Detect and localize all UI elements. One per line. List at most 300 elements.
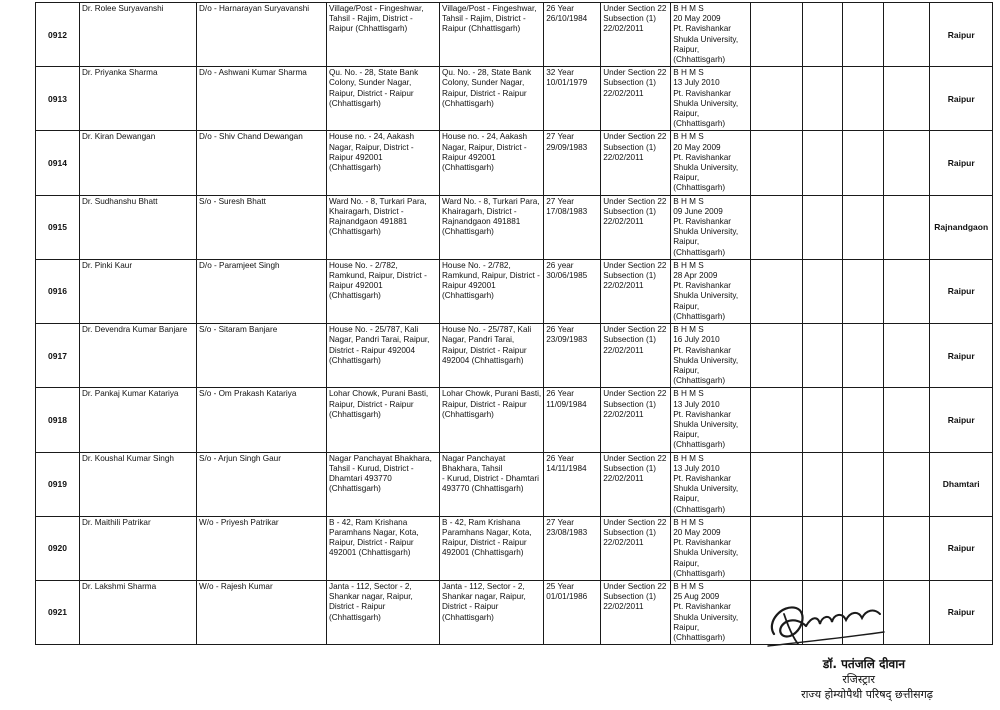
section-cell [601, 67, 671, 131]
age-dob-cell [544, 195, 601, 259]
age: 26 Year [546, 453, 574, 463]
reg-no-cell: 0921 [36, 580, 80, 644]
blank-cell [843, 259, 884, 323]
district-cell: Raipur [930, 3, 993, 67]
blank-cell [843, 67, 884, 131]
district-cell: Raipur [930, 324, 993, 388]
age: 26 Year [546, 389, 574, 399]
permanent-address-line: B - 42, Ram Krishana [329, 517, 408, 527]
blank-cell [843, 516, 884, 580]
registration-section-line: Subsection (1) [603, 78, 657, 88]
doctor-name: Dr. Sudhanshu Bhatt [82, 196, 158, 206]
qualification-cell [671, 516, 751, 580]
permanent-address-line: Paramhans Nagar, Kota, [329, 527, 419, 537]
present-address-line: - Kurud, District - Dhamtari [442, 473, 539, 483]
qualification-line: Pt. Ravishankar [673, 473, 732, 483]
blank-cell [751, 388, 803, 452]
blank-cell [751, 195, 803, 259]
qualification-line: Pt. Ravishankar [673, 88, 732, 98]
registration-section-line: Under Section 22 [603, 453, 667, 463]
qualification-line: B H M S [673, 4, 704, 13]
district-cell: Raipur [930, 580, 993, 644]
relation: S/o - Suresh Bhatt [199, 196, 266, 206]
qualification-line: B H M S [673, 260, 704, 270]
registration-section-line: Subsection (1) [603, 271, 657, 281]
relation-cell [197, 131, 327, 195]
qualification-line: Pt. Ravishankar [673, 409, 732, 419]
date-of-birth: 23/08/1983 [546, 527, 588, 537]
permanent-address-line: Dhamtari 493770 [329, 473, 392, 483]
registration-section-line: 22/02/2011 [603, 217, 644, 227]
qualification-line: 13 July 2010 [673, 78, 720, 88]
qualification-line: 20 May 2009 [673, 142, 721, 152]
table-row [36, 259, 993, 323]
register-sheet [35, 2, 993, 645]
qualification-line: 20 May 2009 [673, 14, 721, 24]
reg-no-cell: 0920 [36, 516, 80, 580]
present-address-line: (Chhattisgarh) [442, 227, 494, 237]
relation-cell [197, 67, 327, 131]
permanent-address-cell [327, 67, 440, 131]
permanent-address-line: Ward No. - 8, Turkari Para, [329, 196, 427, 206]
blank-cell [803, 324, 843, 388]
qualification-line: B H M S [673, 517, 704, 527]
qualification-line: B H M S [673, 389, 704, 399]
registration-section-line: 22/02/2011 [603, 88, 644, 98]
blank-cell [803, 259, 843, 323]
permanent-address-line: Ramkund, Raipur, District - [329, 271, 427, 281]
present-address-cell [440, 324, 544, 388]
blank-cell [803, 388, 843, 452]
qualification-line: Pt. Ravishankar [673, 281, 732, 291]
present-address-line: (Chhattisgarh) [442, 163, 494, 173]
blank-cell [803, 3, 843, 67]
blank-cell [884, 3, 930, 67]
date-of-birth: 01/01/1986 [546, 592, 588, 602]
present-address-line: Raipur 492001 [442, 152, 496, 162]
district-cell: Raipur [930, 67, 993, 131]
reg-no-cell: 0914 [36, 131, 80, 195]
permanent-address-line: Khairagarh, District - [329, 206, 404, 216]
qualification-line: 13 July 2010 [673, 463, 720, 473]
qualification-line: (Chhattisgarh) [673, 504, 726, 514]
section-cell [601, 259, 671, 323]
present-address-line: Nagar, Raipur, District - [442, 142, 527, 152]
blank-cell [751, 131, 803, 195]
date-of-birth: 11/09/1984 [546, 399, 587, 409]
qualification-line: (Chhattisgarh) [673, 440, 726, 450]
blank-cell [884, 324, 930, 388]
present-address-cell [440, 580, 544, 644]
age: 26 Year [546, 4, 574, 13]
age-dob-cell [544, 324, 601, 388]
registration-section-line: Subsection (1) [603, 592, 657, 602]
qualification-line: 09 June 2009 [673, 206, 723, 216]
name-cell [80, 259, 197, 323]
date-of-birth: 30/06/1985 [546, 271, 588, 281]
present-address-line: Raipur, District - Raipur [442, 345, 527, 355]
qualification-line: B H M S [673, 196, 704, 206]
name-cell [80, 3, 197, 67]
age-dob-cell [544, 131, 601, 195]
relation: S/o - Sitaram Banjare [199, 325, 278, 335]
registrar-title: रजिस्ट्रार [842, 673, 875, 686]
qualification-line: Shukla University, [673, 419, 739, 429]
registration-section-line: Subsection (1) [603, 463, 657, 473]
registration-section-line: 22/02/2011 [603, 345, 644, 355]
qualification-line: (Chhattisgarh) [673, 632, 726, 642]
blank-cell [843, 3, 884, 67]
present-address-line: House No. - 2/782, [442, 260, 511, 270]
permanent-address-cell [327, 324, 440, 388]
qualification-line: Shukla University, [673, 227, 739, 237]
registrar-block [705, 655, 935, 702]
relation: W/o - Priyesh Patrikar [199, 517, 279, 527]
blank-cell [843, 388, 884, 452]
present-address-line: House no. - 24, Aakash [442, 132, 528, 142]
registration-section-line: Subsection (1) [603, 142, 657, 152]
permanent-address-line: Qu. No. - 28, State Bank [329, 68, 419, 78]
qualification-line: Pt. Ravishankar [673, 538, 732, 548]
present-address-line: Raipur, District - Raipur [442, 88, 527, 98]
registration-section-line: 22/02/2011 [603, 152, 644, 162]
age-dob-cell [544, 452, 601, 516]
blank-cell [803, 67, 843, 131]
date-of-birth: 23/09/1983 [546, 335, 588, 345]
district-cell: Raipur [930, 259, 993, 323]
section-cell [601, 131, 671, 195]
permanent-address-line: (Chhattisgarh) [329, 355, 381, 365]
present-address-line: Lohar Chowk, Purani Basti, [442, 389, 542, 399]
age: 25 Year [546, 581, 574, 591]
qualification-line: B H M S [673, 325, 704, 335]
section-cell [601, 388, 671, 452]
present-address-line: Ramkund, Raipur, District - [442, 271, 540, 281]
registration-section-line: Subsection (1) [603, 335, 657, 345]
qualification-line: Raipur, [673, 173, 700, 183]
blank-cell [884, 131, 930, 195]
permanent-address-line: Nagar, Pandri Tarai, Raipur, [329, 335, 430, 345]
date-of-birth: 14/11/1984 [546, 463, 587, 473]
section-cell [601, 516, 671, 580]
doctor-name: Dr. Priyanka Sharma [82, 68, 158, 78]
permanent-address-line: (Chhattisgarh) [329, 484, 381, 494]
qualification-line: Pt. Ravishankar [673, 345, 732, 355]
qualification-cell [671, 324, 751, 388]
relation: D/o - Paramjeet Singh [199, 260, 280, 270]
qualification-line: Raipur, [673, 622, 700, 632]
registration-section-line: 22/02/2011 [603, 473, 644, 483]
blank-cell [751, 67, 803, 131]
section-cell [601, 580, 671, 644]
age: 32 Year [546, 68, 574, 78]
age-dob-cell [544, 516, 601, 580]
present-address-cell [440, 516, 544, 580]
age: 26 year [546, 260, 574, 270]
reg-no-cell: 0912 [36, 3, 80, 67]
date-of-birth: 26/10/1984 [546, 14, 588, 24]
permanent-address-line: District - Raipur [329, 602, 386, 612]
age-dob-cell [544, 3, 601, 67]
age-dob-cell [544, 259, 601, 323]
qualification-cell [671, 195, 751, 259]
name-cell [80, 388, 197, 452]
blank-cell [843, 452, 884, 516]
registration-section-line: Subsection (1) [603, 399, 657, 409]
registration-section-line: 22/02/2011 [603, 602, 644, 612]
relation-cell [197, 259, 327, 323]
blank-cell [843, 131, 884, 195]
registration-section-line: Under Section 22 [603, 325, 667, 335]
permanent-address-line: Lohar Chowk, Purani Basti, [329, 389, 429, 399]
permanent-address-line: (Chhattisgarh) [329, 163, 381, 173]
name-cell [80, 67, 197, 131]
registration-section-line: Under Section 22 [603, 581, 667, 591]
registration-section-line: Under Section 22 [603, 68, 667, 78]
registrar-name: डॉ. पतंजलि दीवान [822, 657, 905, 671]
present-address-line: Bhakhara, Tahsil [442, 463, 503, 473]
present-address-line: (Chhattisgarh) [442, 409, 494, 419]
permanent-address-line: (Chhattisgarh) [329, 409, 381, 419]
qualification-line: (Chhattisgarh) [673, 119, 726, 129]
relation: S/o - Om Prakash Katariya [199, 389, 297, 399]
qualification-line: Shukla University, [673, 484, 739, 494]
reg-no-cell: 0918 [36, 388, 80, 452]
district-cell: Dhamtari [930, 452, 993, 516]
qualification-line: Raipur, [673, 237, 700, 247]
blank-cell [843, 324, 884, 388]
permanent-address-line: Tahsil - Rajim, District - [329, 14, 413, 24]
permanent-address-line: Rajnandgaon 491881 [329, 217, 408, 227]
qualification-cell [671, 67, 751, 131]
qualification-line: Raipur, [673, 494, 700, 504]
permanent-address-line: Janta - 112, Sector - 2, [329, 581, 412, 591]
present-address-line: B - 42, Ram Krishana [442, 517, 521, 527]
qualification-line: Shukla University, [673, 98, 739, 108]
permanent-address-cell [327, 195, 440, 259]
blank-cell [751, 3, 803, 67]
reg-no-cell: 0917 [36, 324, 80, 388]
date-of-birth: 10/01/1979 [546, 78, 588, 88]
registration-section-line: 22/02/2011 [603, 24, 644, 34]
permanent-address-line: Nagar Panchayat Bhakhara, [329, 453, 432, 463]
table-body [36, 3, 993, 645]
qualification-line: Raipur, [673, 44, 700, 54]
district-cell: Rajnandgaon [930, 195, 993, 259]
present-address-line: 492004 (Chhattisgarh) [442, 355, 524, 365]
permanent-address-line: (Chhattisgarh) [329, 98, 381, 108]
qualification-line: (Chhattisgarh) [673, 568, 726, 578]
permanent-address-cell [327, 131, 440, 195]
present-address-cell [440, 452, 544, 516]
qualification-line: 20 May 2009 [673, 527, 721, 537]
present-address-line: Tahsil - Rajim, District - [442, 14, 526, 24]
table-row [36, 67, 993, 131]
reg-no-cell: 0913 [36, 67, 80, 131]
registration-section-line: Under Section 22 [603, 389, 667, 399]
present-address-line: Raipur 492001 [442, 281, 496, 291]
registration-section-line: Subsection (1) [603, 527, 657, 537]
relation: D/o - Harnarayan Suryavanshi [199, 4, 310, 13]
present-address-line: Village/Post - Fingeshwar, [442, 4, 537, 13]
doctor-name: Dr. Lakshmi Sharma [82, 581, 157, 591]
qualification-line: Shukla University, [673, 34, 739, 44]
qualification-cell [671, 388, 751, 452]
present-address-line: Ward No. - 8, Turkari Para, [442, 196, 540, 206]
name-cell [80, 324, 197, 388]
permanent-address-line: (Chhattisgarh) [329, 227, 381, 237]
permanent-address-line: Raipur 492001 [329, 281, 383, 291]
present-address-line: 492001 (Chhattisgarh) [442, 548, 524, 558]
present-address-line: Raipur (Chhattisgarh) [442, 24, 521, 34]
qualification-line: (Chhattisgarh) [673, 376, 726, 386]
present-address-line: Rajnandgaon 491881 [442, 217, 521, 227]
age: 26 Year [546, 325, 574, 335]
qualification-line: Pt. Ravishankar [673, 152, 732, 162]
blank-cell [751, 324, 803, 388]
section-cell [601, 452, 671, 516]
permanent-address-line: District - Raipur 492004 [329, 345, 416, 355]
present-address-line: Nagar, Pandri Tarai, [442, 335, 515, 345]
present-address-line: Nagar Panchayat [442, 453, 506, 463]
present-address-cell [440, 131, 544, 195]
present-address-line: Raipur, District - Raipur [442, 399, 527, 409]
name-cell [80, 580, 197, 644]
present-address-line: Raipur, District - Raipur [442, 538, 527, 548]
relation-cell [197, 324, 327, 388]
qualification-line: B H M S [673, 132, 704, 142]
relation-cell [197, 195, 327, 259]
qualification-line: Pt. Ravishankar [673, 217, 732, 227]
present-address-line: Colony, Sunder Nagar, [442, 78, 525, 88]
doctor-name: Dr. Pankaj Kumar Katariya [82, 389, 179, 399]
qualification-line: (Chhattisgarh) [673, 247, 726, 257]
qualification-line: B H M S [673, 453, 704, 463]
qualification-line: Shukla University, [673, 548, 739, 558]
qualification-cell [671, 580, 751, 644]
permanent-address-line: Nagar, Raipur, District - [329, 142, 414, 152]
doctor-name: Dr. Kiran Dewangan [82, 132, 156, 142]
relation: W/o - Rajesh Kumar [199, 581, 273, 591]
registration-section-line: 22/02/2011 [603, 409, 644, 419]
registration-section-line: 22/02/2011 [603, 281, 644, 291]
date-of-birth: 17/08/1983 [546, 206, 588, 216]
permanent-address-cell [327, 516, 440, 580]
present-address-line: House No. - 25/787, Kali [442, 325, 532, 335]
doctor-name: Dr. Devendra Kumar Banjare [82, 325, 188, 335]
permanent-address-cell [327, 580, 440, 644]
district-cell: Raipur [930, 388, 993, 452]
blank-cell [803, 452, 843, 516]
table-row [36, 324, 993, 388]
qualification-line: B H M S [673, 581, 704, 591]
present-address-cell [440, 3, 544, 67]
present-address-cell [440, 67, 544, 131]
registration-table [35, 2, 993, 645]
registration-section-line: Under Section 22 [603, 132, 667, 142]
registration-section-line: Under Section 22 [603, 4, 667, 13]
registration-section-line: Under Section 22 [603, 196, 667, 206]
qualification-line: Shukla University, [673, 291, 739, 301]
section-cell [601, 324, 671, 388]
present-address-cell [440, 195, 544, 259]
relation-cell [197, 3, 327, 67]
qualification-line: B H M S [673, 68, 704, 78]
registration-section-line: 22/02/2011 [603, 538, 644, 548]
qualification-line: 28 Apr 2009 [673, 271, 718, 281]
name-cell [80, 516, 197, 580]
qualification-line: Shukla University, [673, 355, 739, 365]
qualification-line: Raipur, [673, 109, 700, 119]
permanent-address-line: Raipur, District - Raipur [329, 538, 414, 548]
permanent-address-line: 492001 (Chhattisgarh) [329, 548, 411, 558]
qualification-cell [671, 131, 751, 195]
qualification-cell [671, 3, 751, 67]
qualification-cell [671, 452, 751, 516]
permanent-address-line: (Chhattisgarh) [329, 612, 381, 622]
reg-no-cell: 0919 [36, 452, 80, 516]
doctor-name: Dr. Pinki Kaur [82, 260, 133, 270]
registration-section-line: Under Section 22 [603, 260, 667, 270]
doctor-name: Dr. Koushal Kumar Singh [82, 453, 174, 463]
qualification-line: Raipur, [673, 365, 700, 375]
qualification-line: Shukla University, [673, 612, 739, 622]
permanent-address-line: Tahsil - Kurud, District - [329, 463, 414, 473]
age-dob-cell [544, 580, 601, 644]
table-row [36, 388, 993, 452]
permanent-address-line: Village/Post - Fingeshwar, [329, 4, 424, 13]
name-cell [80, 195, 197, 259]
permanent-address-cell [327, 3, 440, 67]
reg-no-cell: 0915 [36, 195, 80, 259]
qualification-line: 25 Aug 2009 [673, 592, 720, 602]
permanent-address-line: Raipur (Chhattisgarh) [329, 24, 408, 34]
qualification-line: (Chhattisgarh) [673, 311, 726, 321]
blank-cell [751, 259, 803, 323]
qualification-line: (Chhattisgarh) [673, 55, 726, 65]
doctor-name: Dr. Maithili Patrikar [82, 517, 151, 527]
date-of-birth: 29/09/1983 [546, 142, 588, 152]
relation: D/o - Ashwani Kumar Sharma [199, 68, 307, 78]
blank-cell [803, 131, 843, 195]
relation-cell [197, 388, 327, 452]
relation: D/o - Shiv Chand Dewangan [199, 132, 303, 142]
table-row [36, 195, 993, 259]
age-dob-cell [544, 388, 601, 452]
section-cell [601, 195, 671, 259]
registrar-signature [762, 592, 892, 654]
blank-cell [884, 516, 930, 580]
permanent-address-line: House No. - 25/787, Kali [329, 325, 419, 335]
qualification-line: Raipur, [673, 301, 700, 311]
blank-cell [884, 67, 930, 131]
present-address-line: Qu. No. - 28, State Bank [442, 68, 532, 78]
blank-cell [884, 388, 930, 452]
registrar-office: राज्य होम्योपैथी परिषद् छत्तीसगढ़ [801, 688, 933, 701]
blank-cell [751, 516, 803, 580]
permanent-address-cell [327, 388, 440, 452]
qualification-line: (Chhattisgarh) [673, 183, 726, 193]
present-address-line: District - Raipur [442, 602, 499, 612]
name-cell [80, 452, 197, 516]
permanent-address-line: Raipur, District - Raipur [329, 399, 414, 409]
permanent-address-line: (Chhattisgarh) [329, 291, 381, 301]
qualification-line: Raipur, [673, 558, 700, 568]
present-address-line: Shankar nagar, Raipur, [442, 592, 526, 602]
permanent-address-line: House no. - 24, Aakash [329, 132, 415, 142]
relation-cell [197, 580, 327, 644]
permanent-address-cell [327, 259, 440, 323]
